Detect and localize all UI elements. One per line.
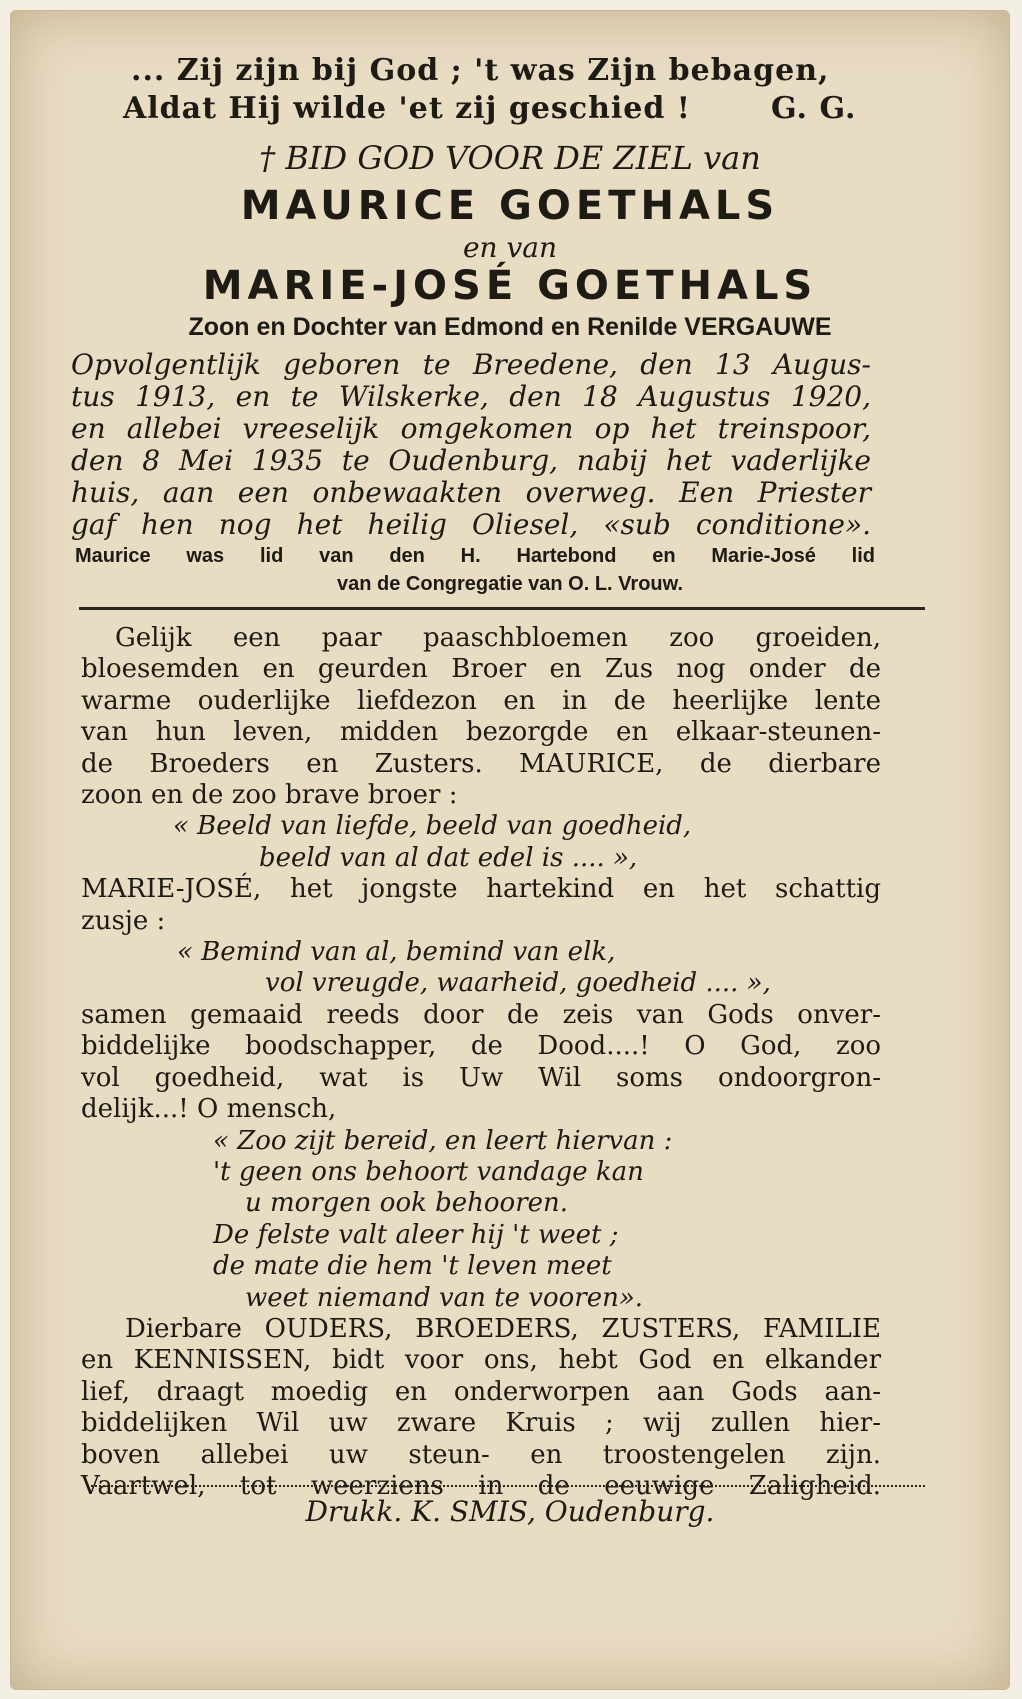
body-line: biddelijke boodschapper, de Dood....! O God, zoo (81, 1031, 881, 1062)
body-line: warme ouderlijke liefdezon en in de heerlijke lente (81, 685, 881, 716)
bio-line: tus 1913, en te Wilskerke, den 18 Augustus 1920, (71, 380, 871, 413)
poem-line: de mate die hem 't leven meet (213, 1251, 612, 1282)
name-marie-jose: MARIE-JOSÉ GOETHALS (202, 263, 818, 309)
body-line: MARIE-JOSÉ, het jongste hartekind en het schattig (81, 874, 881, 905)
quote-line: beeld van al dat edel is .... », (259, 842, 638, 873)
epigraph-line-2: Aldat Hij wilde 'et zij geschied ! (123, 91, 691, 126)
quote-line: « Bemind van al, bemind van elk, (177, 937, 616, 968)
body-line: lief, draagt moedig en onderworpen aan Gods aan- (81, 1376, 881, 1407)
memorial-card (10, 10, 1010, 1690)
body-line: zoon en de zoo brave broer : (81, 780, 458, 811)
body-line: Dierbare OUDERS, BROEDERS, ZUSTERS, FAMILIE (125, 1313, 881, 1344)
printer-line: Drukk. K. SMIS, Oudenburg. (305, 1495, 715, 1528)
bio-line: gaf hen nog het heilig Oliesel, «sub conditione». (71, 508, 871, 541)
bio-line: en allebei vreeselijk omgekomen op het treinspoor, (71, 412, 871, 445)
bio-block (71, 349, 871, 541)
quote-line: vol vreugde, waarheid, goedheid .... », (265, 968, 771, 999)
bio-line: Opvolgentlijk geboren te Breedene, den 13 Augus- (71, 348, 871, 381)
body-line: de Broeders en Zusters. MAURICE, de dierbare (81, 748, 881, 779)
and-line: en van (462, 231, 558, 264)
body-line: biddelijken Wil uw zware Kruis ; wij zullen hier- (81, 1408, 881, 1439)
bio-line: huis, aan een onbewaakten overweg. Een Priester (71, 476, 871, 509)
epigraph-initials: G. G. (771, 91, 857, 126)
bio-line: den 8 Mei 1935 te Oudenburg, nabij het vaderlijke (71, 444, 871, 477)
poem-line: De felste valt aleer hij 't weet ; (213, 1219, 619, 1250)
body-line: van hun leven, midden bezorgde en elkaar-steunen- (81, 717, 881, 748)
name-maurice: MAURICE GOETHALS (240, 183, 780, 229)
body-line: Gelijk een paar paaschbloemen zoo groeiden, (115, 623, 881, 653)
divider-rule (79, 607, 925, 610)
body-line: delijk...! O mensch, (81, 1094, 337, 1125)
body-block (81, 623, 881, 1502)
poem-line: 't geen ons behoort vandage kan (213, 1156, 644, 1187)
body-line: samen gemaaid reeds door de zeis van Gods onver- (81, 999, 881, 1030)
poem-line: u morgen ook behooren. (245, 1188, 569, 1219)
body-line: boven allebei uw steun- en troostengelen zijn. (81, 1439, 881, 1470)
membership-line-2: van de Congregatie van O. L. Vrouw. (337, 573, 683, 595)
body-line: zusje : (81, 905, 166, 936)
body-line: bloesemden en geurden Broer en Zus nog onder de (81, 654, 881, 685)
quote-line: « Beeld van liefde, beeld van goedheid, (173, 811, 692, 842)
epigraph-line-1: ... Zij zijn bij God ; 't was Zijn bebagen, (131, 53, 830, 88)
parents-line: Zoon en Dochter van Edmond en Renilde VERGAUWE (188, 313, 832, 341)
body-line: Vaartwel, tot weerziens in de eeuwige Zaligheid. (81, 1470, 881, 1501)
poem-line: weet niemand van te vooren». (245, 1282, 644, 1313)
poem-line: « Zoo zijt bereid, en leert hiervan : (213, 1125, 673, 1156)
membership-line-1: Maurice was lid van den H. Hartebond en Marie-José lid (75, 545, 875, 567)
body-line: vol goedheid, wat is Uw Wil soms ondoorgron- (81, 1062, 881, 1093)
dotted-divider (91, 1485, 925, 1487)
pray-line: † BID GOD VOOR DE ZIEL van (259, 139, 761, 177)
body-line: en KENNISSEN, bidt voor ons, hebt God en elkander (81, 1345, 881, 1376)
